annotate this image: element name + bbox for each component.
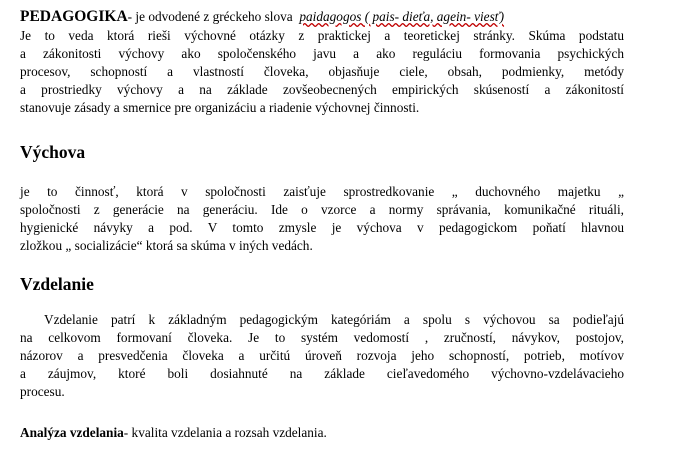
analyza-line — [20, 424, 624, 442]
pedagogika-line-1: Je to veda ktorá rieši výchovné otázky z praktickej a teoretickej stránky. Skúma podstatu — [20, 28, 624, 43]
vychova-line-3: hygienické návyky a pod. V tomto zmysle je výchova v pedagogickom poňatí hlavnou — [20, 220, 624, 235]
vychova-line-2: spoločnosti z generácie na generáciu. Ide o vzorce a normy správania, komunikačné rituáli, — [20, 202, 624, 217]
vychova-line-4: zložkou „ socializácie“ ktorá sa skúma v iných vedách. — [20, 238, 313, 253]
vychova-line-1: je to činnosť, ktorá v spoločnosti zaisťuje sprostredkovanie „ duchovného majetku „ — [20, 184, 624, 199]
analyza-term: Analýza vzdelania — [20, 425, 124, 440]
vzdelanie-line-3: názorov a presvedčenia človeka a určitú úroveň rozvoja jeho schopností, potrieb, motívov — [20, 348, 624, 363]
vzdelanie-line-4: a záujmov, ktoré boli dosiahnuté na základe cieľavedomého výchovno-vzdelávacieho — [20, 366, 624, 381]
vzdelanie-line-1: Vzdelanie patrí k základným pedagogickým kategóriám a spolu s výchovou sa podieľajú — [44, 312, 624, 327]
pedagogika-line-3: procesov, schopností a vlastností človeka, objasňuje ciele, obsah, podmienky, metódy — [20, 64, 624, 79]
vzdelanie-line-5: procesu. — [20, 384, 65, 399]
pedagogika-intro-rest: - je odvodené z gréckeho slova — [127, 9, 293, 24]
pedagogika-etymology: paidagogos ( pais- dieťa, agein- viesť) — [299, 9, 505, 24]
pedagogika-line-2: a zákonitosti výchovy ako spoločenského javu a ako reguláciu formovania psychických — [20, 46, 624, 61]
pedagogika-term: PEDAGOGIKA — [20, 8, 128, 25]
pedagogika-line-4: a prostriedky výchovy a na základe zovšeobecnených empirických skúseností a zákonitostí — [20, 82, 624, 97]
analyza-rest: - kvalita vzdelania a rozsah vzdelania. — [123, 425, 327, 440]
vzdelanie-heading: Vzdelanie — [20, 274, 94, 294]
pedagogika-line-5: stanovuje zásady a smernice pre organizáciu a riadenie výchovnej činnosti. — [20, 100, 420, 115]
vzdelanie-line-2: na celkovom formovaní človeka. Je to systém vedomostí , zručností, návykov, postojov, — [20, 330, 624, 345]
vychova-heading: Výchova — [20, 142, 86, 162]
pedagogika-intro-line — [20, 8, 624, 26]
